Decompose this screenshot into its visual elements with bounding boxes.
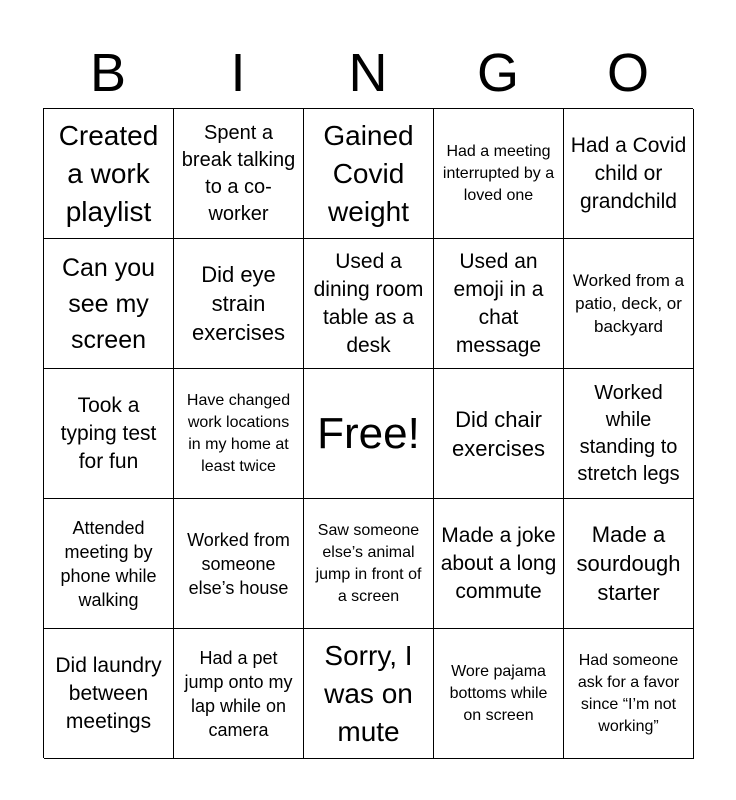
cell-text: Created a work playlist: [58, 119, 159, 227]
cell-text: Worked from a patio, deck, or backyard: [572, 271, 685, 336]
cell-text: Made a sourdough starter: [576, 522, 681, 605]
bingo-cell-r5-c4[interactable]: [434, 629, 564, 759]
bingo-cell-r5-c5[interactable]: [564, 629, 694, 759]
header-letter-b: B: [89, 43, 127, 103]
cell-text: Worked from someone else’s house: [187, 529, 290, 598]
cell-text: Used a dining room table as a desk: [313, 249, 424, 357]
bingo-cell-r4-c2[interactable]: [174, 499, 304, 629]
cell-text: Had a pet jump onto my lap while on camera: [184, 647, 293, 740]
bingo-cell-r3-c4[interactable]: [434, 369, 564, 499]
bingo-grid: [43, 108, 693, 758]
cell-text: Wore pajama bottoms while on screen: [449, 662, 548, 724]
bingo-cell-r4-c1[interactable]: [44, 499, 174, 629]
cell-text: Gained Covid weight: [323, 119, 414, 227]
bingo-cell-r5-c1[interactable]: [44, 629, 174, 759]
bingo-cell-r5-c3[interactable]: [304, 629, 434, 759]
bingo-cell-r1-c2[interactable]: [174, 109, 304, 239]
cell-text: Spent a break talking to a co-worker: [181, 121, 296, 225]
cell-text: Did eye strain exercises: [192, 262, 285, 345]
bingo-cell-r2-c2[interactable]: [174, 239, 304, 369]
cell-text: Attended meeting by phone while walking: [60, 517, 157, 610]
cell-text: Had a meeting interrupted by a loved one: [442, 142, 555, 204]
bingo-cell-r1-c4[interactable]: [434, 109, 564, 239]
cell-text: Used an emoji in a chat message: [453, 249, 544, 357]
cell-text: Took a typing test for fun: [60, 393, 157, 473]
bingo-cell-r2-c1[interactable]: [44, 239, 174, 369]
cell-text: Made a joke about a long commute: [440, 523, 557, 603]
bingo-cell-r1-c1[interactable]: [44, 109, 174, 239]
bingo-cell-r3-c5[interactable]: [564, 369, 694, 499]
header-letter-i: I: [230, 43, 246, 103]
cell-text: Can you see my screen: [61, 253, 156, 354]
bingo-cell-r3-c2[interactable]: [174, 369, 304, 499]
bingo-cell-r2-c3[interactable]: [304, 239, 434, 369]
cell-text: Did chair exercises: [452, 406, 545, 461]
header-letter-o: O: [606, 43, 649, 103]
cell-text: Worked while standing to stretch legs: [577, 381, 680, 485]
cell-text: Saw someone else’s animal jump in front of a screen: [315, 521, 422, 605]
bingo-cell-r1-c3[interactable]: [304, 109, 434, 239]
cell-text: Sorry, I was on mute: [324, 639, 413, 747]
bingo-cell-r4-c4[interactable]: [434, 499, 564, 629]
free-space-label: Free!: [317, 408, 420, 458]
bingo-cell-r4-c3[interactable]: [304, 499, 434, 629]
bingo-cell-r2-c5[interactable]: [564, 239, 694, 369]
bingo-cell-r3-c1[interactable]: [44, 369, 174, 499]
cell-text: Did laundry between meetings: [55, 653, 162, 733]
cell-text: Have changed work locations in my home at least twice: [186, 391, 291, 475]
bingo-cell-r5-c2[interactable]: [174, 629, 304, 759]
bingo-header: [43, 38, 693, 108]
cell-text: Had someone ask for a favor since “I’m not working”: [577, 651, 680, 735]
bingo-cell-r2-c4[interactable]: [434, 239, 564, 369]
cell-text: Had a Covid child or grandchild: [570, 133, 687, 213]
header-letter-g: G: [476, 43, 519, 103]
bingo-cell-r3-c3[interactable]: [304, 369, 434, 499]
bingo-cell-r4-c5[interactable]: [564, 499, 694, 629]
header-letter-n: N: [348, 43, 388, 103]
bingo-cell-r1-c5[interactable]: [564, 109, 694, 239]
